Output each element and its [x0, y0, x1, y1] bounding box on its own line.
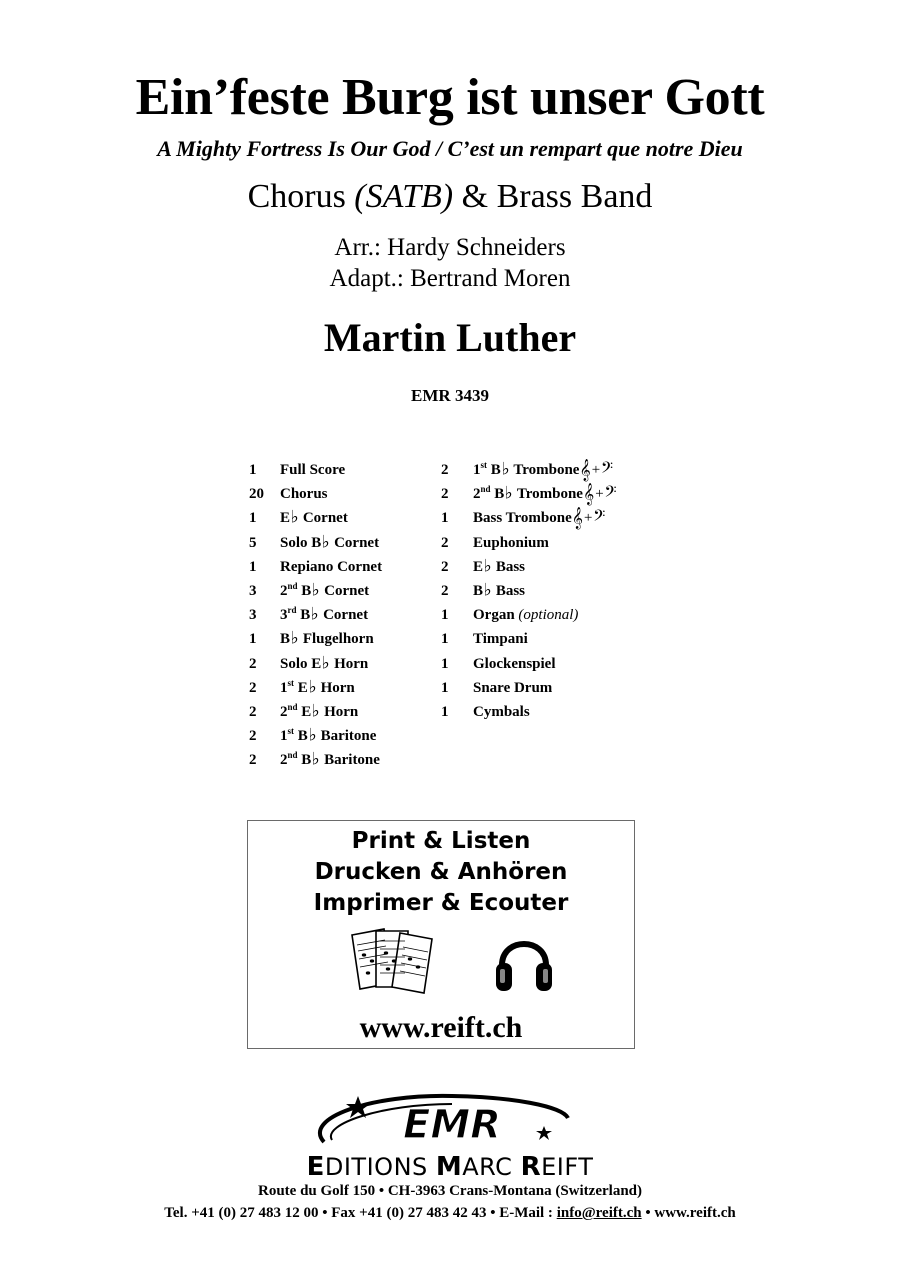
part-row: [441, 581, 661, 605]
part-row: [249, 557, 439, 581]
part-name-text: Organ: [473, 607, 519, 624]
part-quantity: 3: [249, 582, 257, 599]
publisher-m: M: [435, 1152, 463, 1182]
part-row: [249, 460, 439, 484]
publisher-name: [0, 1152, 900, 1182]
part-name-text: Trombone: [509, 462, 580, 478]
scoring-pre: Chorus: [247, 178, 355, 215]
sheet-music-icon: [348, 925, 440, 995]
part-quantity: 2: [249, 655, 257, 672]
part-row: [441, 484, 661, 508]
part-name-text: Cornet: [320, 582, 370, 599]
part-quantity: 1: [249, 510, 257, 527]
part-quantity: 1: [249, 462, 257, 478]
part-name-text: Horn: [316, 679, 355, 696]
part-quantity: 2: [441, 486, 449, 503]
print-listen-box: [247, 820, 635, 1049]
part-row: [249, 629, 439, 653]
flat-icon: ♭: [483, 581, 492, 601]
publisher-eift: EIFT: [541, 1153, 594, 1181]
ordinal-suffix: st: [287, 726, 294, 737]
part-quantity: 2: [441, 462, 449, 478]
part-name: [280, 605, 368, 625]
part-name-text: Baritone: [320, 752, 380, 769]
bass-clef-icon: 𝄢: [600, 460, 614, 481]
ordinal-suffix: rd: [287, 605, 297, 616]
part-name: [473, 605, 578, 625]
part-name-text: Horn: [330, 655, 369, 672]
ordinal-suffix: nd: [287, 701, 298, 712]
publisher-contact: [0, 1205, 900, 1222]
flat-icon: ♭: [504, 484, 513, 504]
publisher-r: R: [520, 1152, 542, 1182]
flat-icon: ♭: [311, 702, 320, 722]
part-name-text: B: [280, 631, 291, 648]
part-row: [249, 508, 439, 532]
part-quantity: 2: [249, 752, 257, 769]
flat-icon: ♭: [321, 533, 330, 552]
flat-icon: ♭: [290, 630, 299, 649]
part-name-text: B: [473, 582, 484, 599]
flat-icon: ♭: [501, 460, 510, 480]
part-name: [280, 654, 368, 674]
part-name-text: E: [473, 558, 484, 575]
publisher-e: E: [306, 1152, 325, 1182]
part-row: [441, 533, 661, 557]
part-name: [280, 581, 369, 601]
ordinal-suffix: st: [287, 677, 294, 688]
part-name: [473, 508, 605, 529]
part-name-text: E: [280, 510, 291, 527]
part-row: [441, 702, 661, 726]
ordinal-suffix: nd: [287, 580, 298, 591]
part-name-text: 2: [473, 486, 481, 503]
part-quantity: 5: [249, 534, 257, 551]
flat-icon: ♭: [290, 509, 299, 528]
part-name: [473, 484, 617, 505]
part-name: [280, 629, 374, 649]
scoring-post: & Brass Band: [453, 178, 653, 215]
part-name-text: Bass: [492, 558, 526, 575]
part-name-text: Euphonium: [473, 534, 549, 551]
emr-logo: [312, 1088, 582, 1150]
part-quantity: 2: [441, 582, 449, 599]
promo-url[interactable]: www.reift.ch: [359, 1011, 523, 1044]
part-quantity: 1: [249, 558, 257, 575]
treble-clef-icon: 𝄞: [582, 484, 595, 506]
part-name-text: B: [490, 486, 505, 503]
subtitle: A Mighty Fortress Is Our God / C’est un rempart que notre Dieu: [157, 136, 743, 161]
part-quantity: 20: [249, 486, 264, 503]
part-name: [280, 726, 376, 746]
part-name-text: 3: [280, 607, 288, 624]
part-row: [249, 678, 439, 702]
part-name-text: B: [296, 607, 311, 624]
part-name-text: B: [487, 462, 501, 478]
part-name: [280, 508, 348, 528]
part-name-text: Solo E: [280, 655, 322, 672]
part-quantity: 2: [249, 703, 257, 720]
part-name-text: B: [297, 582, 312, 599]
part-name-text: 2: [280, 582, 288, 599]
part-row: [441, 629, 661, 653]
part-name-text: Cornet: [299, 510, 348, 527]
part-name-text: Baritone: [316, 728, 377, 745]
part-row: [441, 654, 661, 678]
part-name-text: 1: [280, 679, 288, 696]
publisher-address: Route du Golf 150 • CH-3963 Crans-Montana (Switzerland): [258, 1183, 642, 1199]
part-row: [441, 508, 661, 532]
part-name-text: 1: [280, 728, 288, 745]
part-row: [249, 581, 439, 605]
part-row: [441, 678, 661, 702]
flat-icon: ♭: [308, 678, 317, 697]
parts-list-right: [441, 460, 661, 726]
part-name-text: Horn: [320, 703, 359, 720]
part-quantity: 1: [441, 703, 449, 720]
part-row: [249, 726, 439, 750]
part-name: [473, 702, 530, 722]
plus-sign: +: [583, 510, 594, 527]
part-name-text: Glockenspiel: [473, 655, 556, 672]
part-name-text: Cornet: [319, 607, 369, 624]
publisher-arc: ARC: [462, 1153, 521, 1181]
part-name: [473, 678, 552, 698]
scoring-voices: (SATB): [354, 178, 454, 215]
part-row: [441, 557, 661, 581]
scoring: [0, 178, 900, 216]
part-name: [473, 533, 549, 553]
treble-clef-icon: 𝄞: [571, 508, 584, 530]
part-quantity: 3: [249, 607, 257, 624]
ordinal-suffix: nd: [480, 484, 491, 495]
promo-line-drucken: Drucken & Anhören: [314, 859, 568, 885]
ordinal-suffix: st: [480, 460, 487, 470]
plus-sign: +: [590, 462, 601, 478]
part-name-text: Cornet: [330, 534, 380, 551]
part-quantity: 1: [441, 655, 449, 672]
part-name: [473, 629, 528, 649]
part-name-text: B: [294, 728, 308, 745]
flat-icon: ♭: [321, 654, 330, 673]
part-row: [441, 605, 661, 629]
part-name-text: Flugelhorn: [299, 631, 374, 648]
bass-clef-icon: 𝄢: [604, 484, 617, 506]
flat-icon: ♭: [311, 581, 320, 601]
flat-icon: ♭: [311, 751, 320, 770]
part-row: [441, 460, 661, 484]
email-link[interactable]: info@reift.ch: [556, 1205, 642, 1221]
composer: Martin Luther: [323, 315, 577, 360]
part-name-text: E: [294, 679, 308, 696]
part-name: [280, 557, 382, 577]
part-name-text: 2: [280, 703, 288, 720]
part-row: [249, 605, 439, 629]
part-quantity: 2: [441, 534, 449, 551]
contact-website: • www.reift.ch: [641, 1205, 736, 1221]
part-name-text: Cymbals: [473, 703, 530, 720]
part-quantity: 2: [441, 558, 449, 575]
adapter: Adapt.: Bertrand Moren: [329, 265, 571, 292]
part-quantity: 2: [249, 728, 257, 745]
part-name-text: Bass Trombone: [473, 510, 572, 527]
part-name-text: Solo B: [280, 534, 322, 551]
part-name-text: 1: [473, 462, 481, 478]
parts-list-left: [249, 460, 439, 774]
part-quantity: 1: [441, 510, 449, 527]
ordinal-suffix: nd: [287, 750, 298, 761]
part-name: [280, 533, 379, 553]
catalog-number: EMR 3439: [411, 386, 489, 405]
part-name-text: E: [297, 703, 312, 720]
part-name-text: Bass: [492, 582, 526, 599]
part-row: [249, 654, 439, 678]
bass-clef-icon: 𝄢: [593, 508, 606, 530]
part-quantity: 2: [249, 679, 257, 696]
part-name: [280, 460, 345, 480]
part-row: [249, 484, 439, 508]
part-name: [280, 484, 328, 504]
part-row: [249, 533, 439, 557]
part-name: [280, 750, 380, 770]
part-name: [473, 581, 525, 601]
flat-icon: ♭: [308, 726, 317, 746]
title: Ein’feste Burg ist unser Gott: [135, 69, 765, 126]
part-name-text: Full Score: [280, 462, 346, 478]
part-name: [280, 678, 355, 698]
optional-note: (optional): [518, 607, 579, 624]
flat-icon: ♭: [310, 605, 319, 625]
part-name: [473, 460, 613, 481]
promo-line-imprimer: Imprimer & Ecouter: [313, 890, 569, 916]
publisher-ditions: DITIONS: [324, 1153, 436, 1181]
part-name-text: B: [297, 752, 312, 769]
contact-phone-fax: Tel. +41 (0) 27 483 12 00 • Fax +41 (0) 27 483 42 43 • E-Mail :: [164, 1205, 557, 1221]
part-quantity: 1: [441, 607, 449, 624]
emr-logo-text: EMR: [403, 1102, 501, 1148]
part-name-text: Trombone: [513, 486, 583, 503]
part-name-text: Chorus: [280, 486, 328, 503]
promo-line-print-listen: Print & Listen: [351, 828, 531, 854]
part-name-text: Repiano Cornet: [280, 558, 383, 575]
part-name: [473, 557, 525, 577]
part-name-text: 2: [280, 752, 288, 769]
headphones-icon: [492, 925, 556, 997]
part-name-text: Timpani: [473, 631, 528, 648]
part-name: [280, 702, 358, 722]
part-quantity: 1: [441, 679, 449, 696]
part-quantity: 1: [441, 631, 449, 648]
flat-icon: ♭: [483, 557, 492, 576]
part-row: [249, 750, 439, 774]
arranger: Arr.: Hardy Schneiders: [334, 234, 566, 261]
part-quantity: 1: [249, 631, 257, 648]
plus-sign: +: [594, 486, 605, 503]
part-name-text: Snare Drum: [473, 679, 553, 696]
part-name: [473, 654, 556, 674]
part-row: [249, 702, 439, 726]
treble-clef-icon: 𝄞: [579, 460, 591, 481]
